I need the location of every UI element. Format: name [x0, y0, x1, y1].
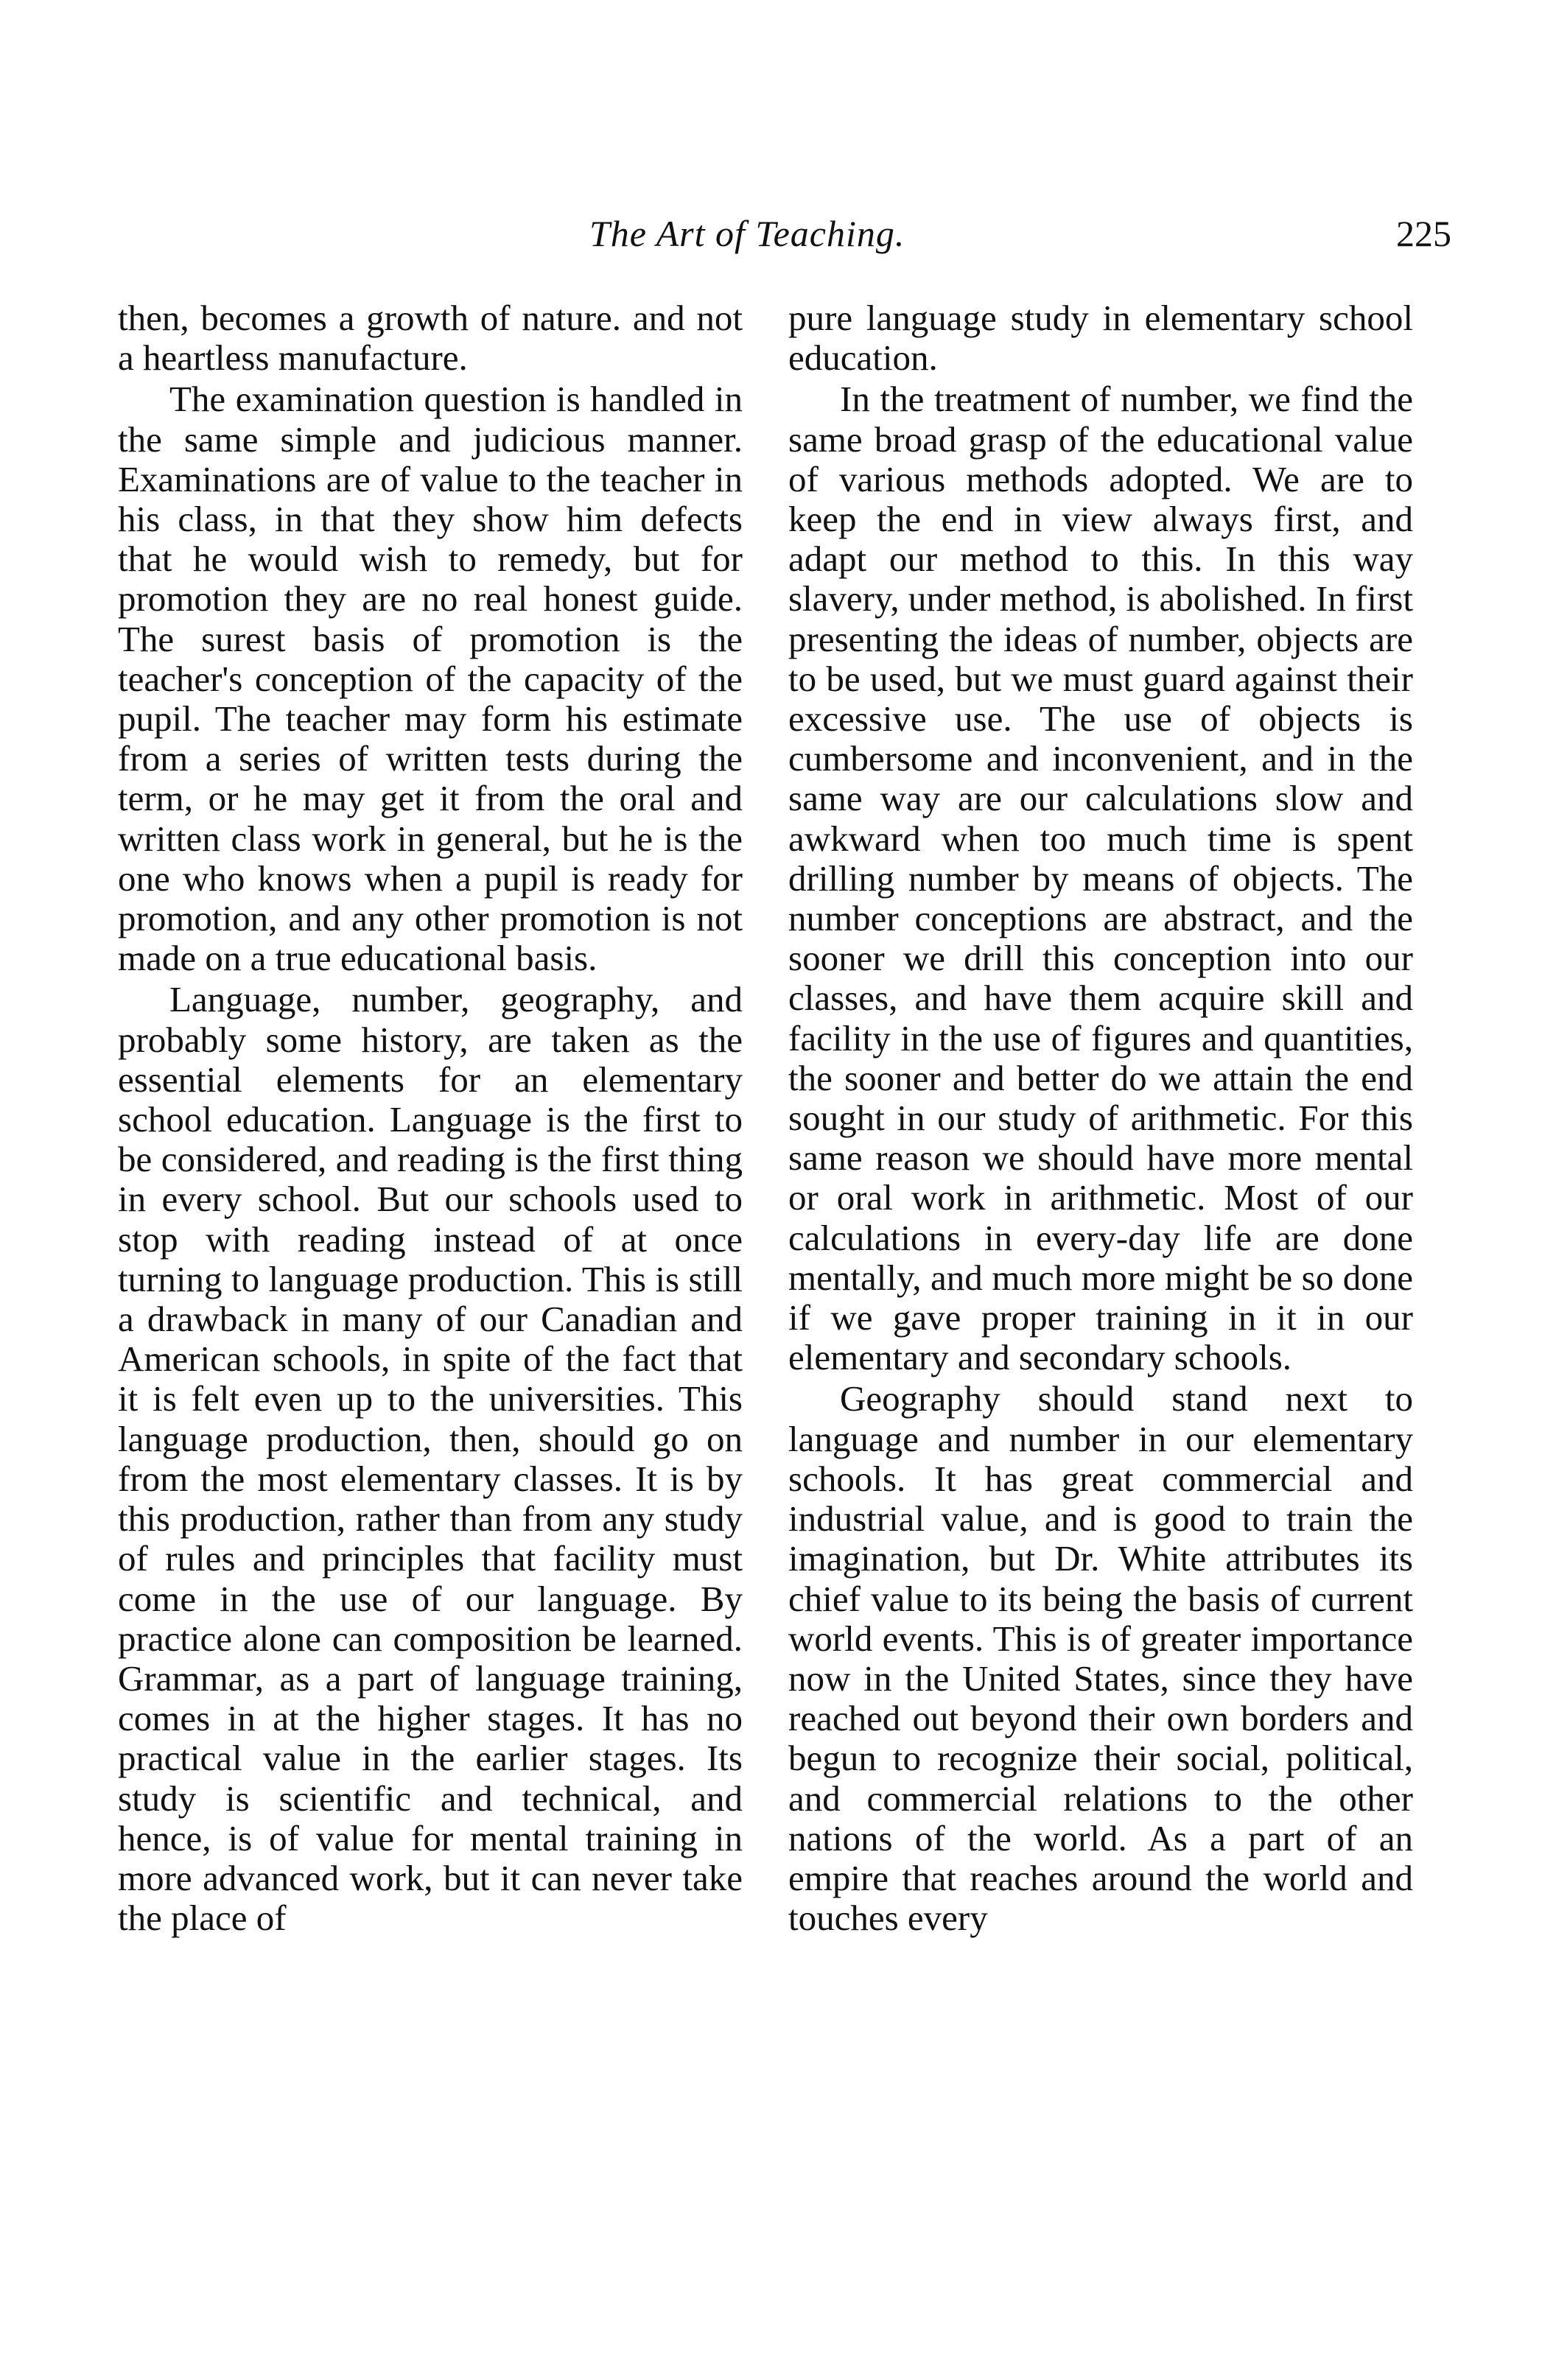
right-column: [788, 298, 1413, 1938]
paragraph: The examination question is handled in the same simple and judicious manner. Examinations are of value to the teacher in his class, in that they show him defects that he would wish to remedy, but for promotion they are no real honest guide. The surest basis of promotion is the teacher's conception of the capacity of the pupil. The teacher may form his estimate from a series of written tests during the term, or he may get it from the oral and written class work in general, but he is the one who knows when a pupil is ready for promotion, and any other promotion is not made on a true educational basis.: [118, 379, 743, 979]
paragraph: then, becomes a growth of nature. and not a heartless manufacture.: [118, 298, 743, 379]
paragraph: pure language study in elementary school education.: [788, 298, 1413, 379]
paragraph: Geography should stand next to language and number in our elementary schools. It has great commercial and industrial value, and is good to train the imagination, but Dr. White attributes its chief value to its being the basis of current world events. This is of greater importance now in the United States, since they have reached out beyond their own borders and begun to recognize their social, political, and commercial relations to the other nations of the world. As a part of an empire that reaches around the world and touches every: [788, 1378, 1413, 1939]
left-column: [118, 298, 743, 1938]
page-number: 225: [1396, 213, 1451, 254]
running-title: The Art of Teaching.: [589, 213, 905, 254]
paragraph: Language, number, geography, and probably some history, are taken as the essential elements for an elementary school education. Language is the first to be considered, and reading is the first thing in every school. But our schools used to stop with reading instead of at once turning to language production. This is still a drawback in many of our Canadian and American schools, in spite of the fact that it is felt even up to the universities. This language production, then, should go on from the most elementary classes. It is by this production, rather than from any study of rules and principles that facility must come in the use of our language. By practice alone can composition be learned. Grammar, as a part of language training, comes in at the higher stages. It has no practical value in the earlier stages. Its study is scientific and technical, and hence, is of value for mental training in more advanced work, but it can never take the place of: [118, 979, 743, 1939]
page-header: [118, 212, 1451, 264]
paragraph: In the treatment of number, we find the same broad grasp of the educational value of various methods adopted. We are to keep the end in view always first, and adapt our method to this. In this way slavery, under method, is abolished. In first presenting the ideas of number, objects are to be used, but we must guard against their excessive use. The use of objects is cumbersome and inconvenient, and in the same way are our calculations slow and awkward when too much time is spent drilling number by means of objects. The number conceptions are abstract, and the sooner we drill this conception into our classes, and have them acquire skill and facility in the use of figures and quantities, the sooner and better do we attain the end sought in our study of arithmetic. For this same reason we should have more mental or oral work in arithmetic. Most of our calculations in every-day life are done mentally, and much more might be so done if we gave proper training in it in our elementary and secondary schools.: [788, 379, 1413, 1378]
